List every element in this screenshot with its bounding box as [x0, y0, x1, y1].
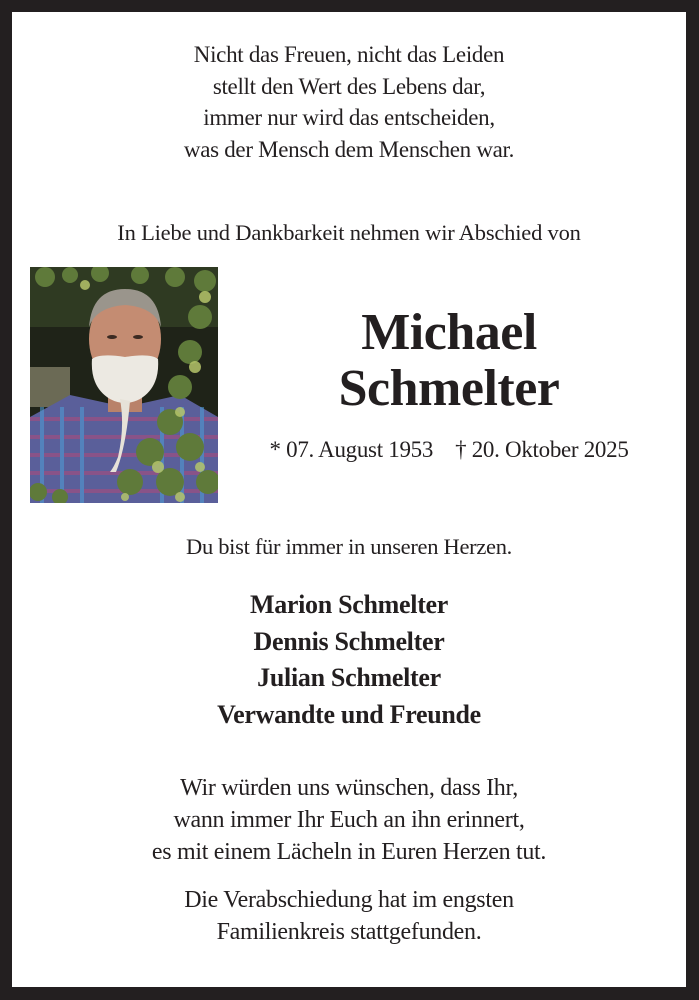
mourner: Julian Schmelter — [257, 663, 441, 692]
poem-line: immer nur wird das entscheiden, — [203, 105, 495, 130]
wish-line: wann immer Ihr Euch an ihn erinnert, — [173, 807, 525, 833]
farewell-line: Familienkreis stattgefunden. — [216, 919, 482, 945]
death-date: † 20. Oktober 2025 — [455, 437, 629, 462]
wish-line: Wir würden uns wünschen, dass Ihr, — [180, 775, 518, 801]
poem-line: Nicht das Freuen, nicht das Leiden — [193, 42, 505, 67]
mourner: Verwandte und Freunde — [217, 699, 481, 729]
life-dates — [228, 435, 670, 465]
first-name: Michael — [361, 304, 537, 361]
mourner: Marion Schmelter — [249, 590, 449, 619]
forever-text: Du bist für immer in unseren Herzen. — [186, 534, 512, 559]
deceased-name — [228, 305, 670, 417]
portrait-photo — [30, 267, 218, 503]
mourner: Dennis Schmelter — [253, 626, 445, 656]
last-name: Schmelter — [338, 360, 560, 417]
wish-line: es mit einem Lächeln in Euren Herzen tut. — [151, 839, 547, 865]
poem-line: was der Mensch dem Menschen war. — [183, 136, 515, 162]
obituary-card — [12, 12, 686, 987]
poem — [12, 39, 686, 165]
intro-text: In Liebe und Dankbarkeit nehmen wir Abschied von — [117, 220, 581, 245]
poem-line: stellt den Wert des Lebens dar, — [212, 73, 486, 99]
farewell-line: Die Verabschiedung hat im engsten — [184, 887, 514, 913]
mourners-list — [12, 587, 686, 733]
birth-date: * 07. August 1953 — [269, 437, 434, 462]
wish-text — [12, 772, 686, 868]
farewell-text — [12, 884, 686, 948]
